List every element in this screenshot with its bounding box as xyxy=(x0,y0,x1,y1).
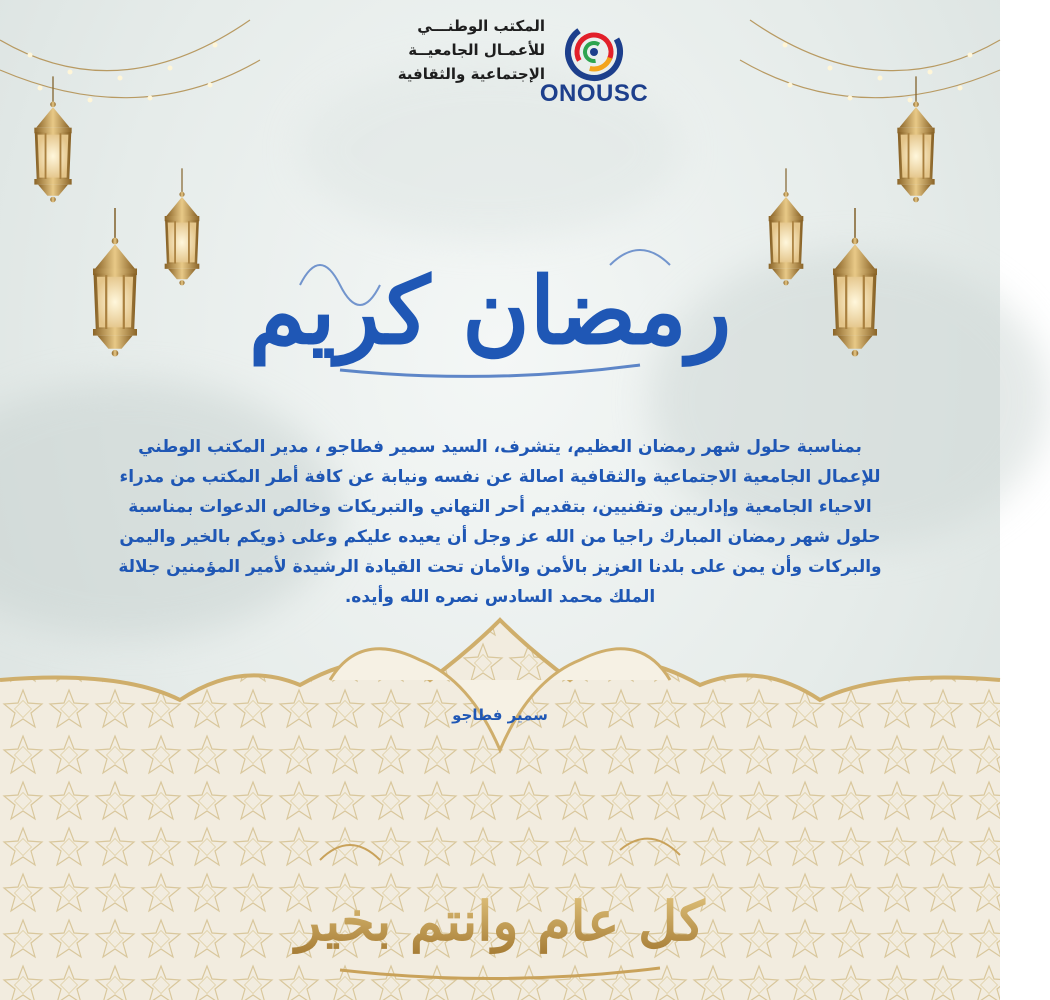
message-line: الاحياء الجامعية وإداريين وتقنيين، بتقديم أحر التهاني والتبريكات وخالص الدعوات بمناسبة xyxy=(128,497,872,517)
signature: سمير فطاجو xyxy=(452,706,548,724)
title-text: رمضان كريم xyxy=(248,257,732,365)
lantern-icon xyxy=(760,0,812,250)
message-line: بمناسبة حلول شهر رمضان العظيم، يتشرف، السيد سمير فطاجو ، مدير المكتب الوطني xyxy=(138,437,862,457)
lantern-icon xyxy=(822,40,888,310)
lantern-icon xyxy=(82,40,148,310)
greeting-message xyxy=(100,432,900,612)
message-line: والبركات وأن يمن على بلدنا العزيز بالأمن والأمان تحت القيادة الرشيدة لأمير المؤمنين جلالة xyxy=(118,557,882,577)
message-line: للإعمال الجامعية الاجتماعية والثقافية اصالة عن نفسه ونيابة عن كافة أطر المكتب من مدراء xyxy=(119,467,881,487)
greeting-text: كل عام وانتم بخير xyxy=(295,889,705,953)
org-name-line: المكتب الوطنـــي xyxy=(417,17,545,35)
logo-text: ONOUSC xyxy=(539,80,649,107)
message-line: الملك محمد السادس نصره الله وأيده. xyxy=(344,587,656,607)
ramadan-kareem-title xyxy=(248,225,732,385)
kul-am-greeting xyxy=(295,820,705,990)
lantern-icon xyxy=(156,0,208,250)
org-name-line: الإجتماعية والثقافية xyxy=(397,65,545,83)
lantern-icon xyxy=(888,0,944,190)
organization-name xyxy=(355,14,545,86)
message-line: حلول شهر رمضان المبارك راجيا من الله عز وجل أن يعيده عليكم وعلى ذويكم بالخير واليمن xyxy=(119,527,881,547)
lantern-icon xyxy=(25,0,81,190)
org-name-line: للأعمـال الجامعيــة xyxy=(408,41,545,59)
